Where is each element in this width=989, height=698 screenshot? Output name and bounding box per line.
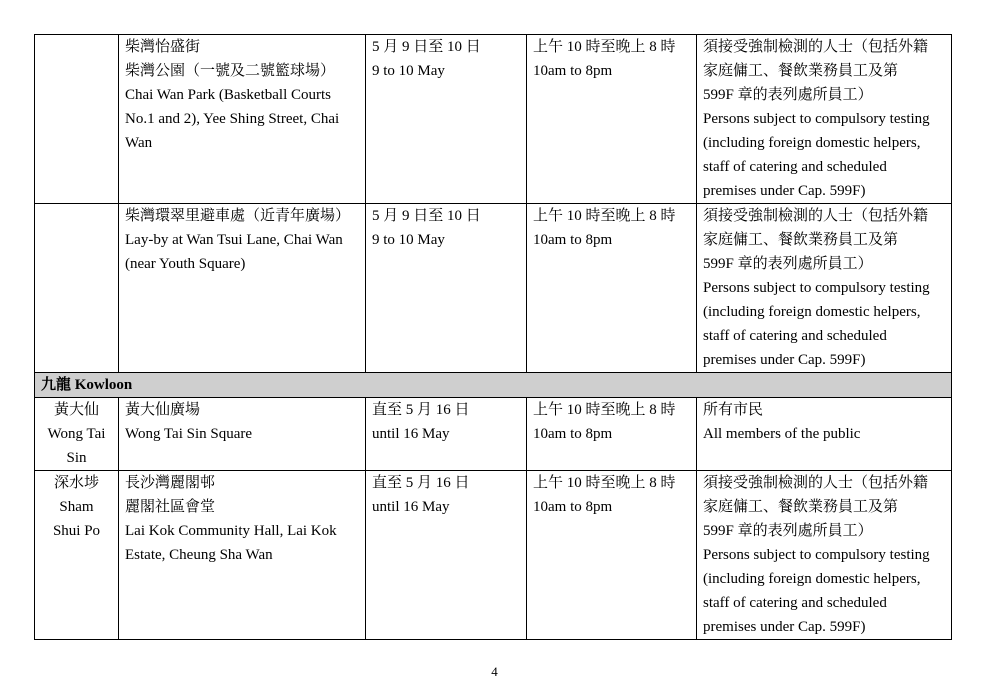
target-group-cell — [697, 398, 952, 471]
target-line: All members of the public — [703, 426, 861, 442]
hours-line: 上午 10 時至晚上 8 時 — [533, 475, 676, 491]
target-group-cell — [697, 471, 952, 640]
venue-line: 黃大仙廣場 — [125, 402, 201, 418]
hours-line: 10am to 8pm — [533, 499, 613, 515]
target-line: premises under Cap. 599F) — [703, 352, 866, 368]
page-number: 4 — [491, 664, 498, 679]
date-cell — [366, 471, 527, 640]
target-line: 家庭傭工、餐飲業務員工及第 — [703, 499, 899, 515]
target-line: Persons subject to compulsory testing — [703, 111, 930, 127]
venue-english: Lai Kok Community Hall, Lai Kok Estate, Cheung Sha Wan — [125, 523, 337, 563]
date-line: 5 月 9 日至 10 日 — [372, 208, 481, 224]
date-cell — [366, 204, 527, 373]
date-line: until 16 May — [372, 426, 450, 442]
district-line: 深水埗 — [53, 475, 99, 491]
target-line: (including foreign domestic helpers, — [703, 571, 921, 587]
date-line: 9 to 10 May — [372, 63, 445, 79]
hours-cell — [527, 204, 697, 373]
table-row — [35, 204, 952, 373]
target-line: Persons subject to compulsory testing — [703, 547, 930, 563]
venue-line: 柴灣環翠里避車處（近青年廣場） — [125, 208, 351, 224]
hours-line: 10am to 8pm — [533, 426, 613, 442]
hours-cell — [527, 471, 697, 640]
target-line: (including foreign domestic helpers, — [703, 304, 921, 320]
district-cell — [35, 204, 119, 373]
target-line: 家庭傭工、餐飲業務員工及第 — [703, 63, 899, 79]
hours-cell — [527, 35, 697, 204]
target-line: 須接受強制檢測的人士（包括外籍 — [703, 39, 929, 55]
target-line: 須接受強制檢測的人士（包括外籍 — [703, 475, 929, 491]
venue-line: 麗閣社區會堂 — [125, 499, 216, 515]
target-line: premises under Cap. 599F) — [703, 619, 866, 635]
venue-cell — [119, 204, 366, 373]
venue-cell — [119, 35, 366, 204]
date-line: until 16 May — [372, 499, 450, 515]
target-group-cell — [697, 204, 952, 373]
target-line: 家庭傭工、餐飲業務員工及第 — [703, 232, 899, 248]
target-line: 須接受強制檢測的人士（包括外籍 — [703, 208, 929, 224]
venue-line: 長沙灣麗閣邨 — [125, 475, 216, 491]
venue-english: Lay-by at Wan Tsui Lane, Chai Wan (near Youth Square) — [125, 232, 343, 272]
testing-centres-table — [34, 34, 952, 640]
district-cell — [35, 35, 119, 204]
hours-line: 上午 10 時至晚上 8 時 — [533, 39, 676, 55]
venue-english: Wong Tai Sin Square — [125, 426, 253, 442]
date-cell — [366, 35, 527, 204]
venue-line: 柴灣公園（一號及二號籃球場） — [125, 63, 336, 79]
venue-english: Chai Wan Park (Basketball Courts No.1 and 2), Yee Shing Street, Chai Wan — [125, 87, 340, 151]
hours-line: 10am to 8pm — [533, 232, 613, 248]
target-line: 所有市民 — [703, 402, 764, 418]
district-cell — [35, 398, 119, 471]
venue-line: 柴灣怡盛街 — [125, 39, 201, 55]
target-line: 599F 章的表列處所員工） — [703, 87, 873, 103]
target-line: premises under Cap. 599F) — [703, 183, 866, 199]
table-row — [35, 398, 952, 471]
date-line: 5 月 9 日至 10 日 — [372, 39, 481, 55]
district-cell — [35, 471, 119, 640]
date-line: 9 to 10 May — [372, 232, 445, 248]
section-header-row — [35, 373, 952, 398]
table-row — [35, 35, 952, 204]
date-line: 直至 5 月 16 日 — [372, 402, 470, 418]
hours-line: 上午 10 時至晚上 8 時 — [533, 208, 676, 224]
target-group-cell — [697, 35, 952, 204]
target-line: staff of catering and scheduled — [703, 595, 887, 611]
target-line: Persons subject to compulsory testing — [703, 280, 930, 296]
date-line: 直至 5 月 16 日 — [372, 475, 470, 491]
table-row — [35, 471, 952, 640]
date-cell — [366, 398, 527, 471]
target-line: staff of catering and scheduled — [703, 328, 887, 344]
district-line: Sin — [66, 450, 87, 466]
target-line: 599F 章的表列處所員工） — [703, 523, 873, 539]
target-line: (including foreign domestic helpers, — [703, 135, 921, 151]
venue-cell — [119, 398, 366, 471]
hours-line: 10am to 8pm — [533, 63, 613, 79]
district-line: Wong Tai — [47, 426, 106, 442]
hours-line: 上午 10 時至晚上 8 時 — [533, 402, 676, 418]
district-line: Sham — [59, 499, 94, 515]
district-line: Shui Po — [52, 523, 101, 539]
hours-cell — [527, 398, 697, 471]
target-line: 599F 章的表列處所員工） — [703, 256, 873, 272]
section-heading: 九龍 Kowloon — [35, 373, 952, 398]
venue-cell — [119, 471, 366, 640]
target-line: staff of catering and scheduled — [703, 159, 887, 175]
district-line: 黃大仙 — [53, 402, 99, 418]
